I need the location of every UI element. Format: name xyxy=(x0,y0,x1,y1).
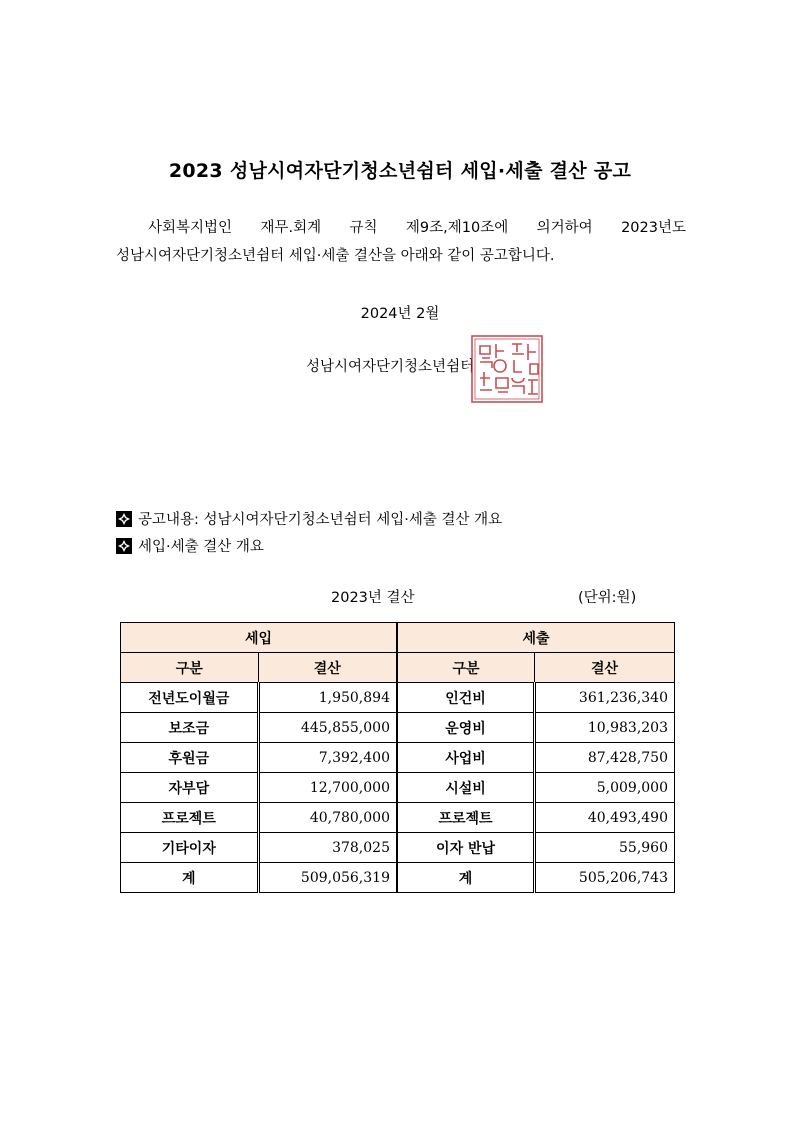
revenue-amount: 1,950,894 xyxy=(258,683,397,713)
col-header-amount: 결산 xyxy=(535,653,675,683)
expenditure-category: 운영비 xyxy=(397,713,535,743)
table-row xyxy=(121,683,675,713)
col-header-category: 구분 xyxy=(121,653,259,683)
bullet-announcement-content xyxy=(116,508,502,529)
revenue-category: 보조금 xyxy=(121,713,259,743)
table-year-label: 2023년 결산 xyxy=(331,590,415,606)
cross-bullet-icon xyxy=(116,538,132,554)
table-row xyxy=(121,773,675,803)
revenue-amount: 40,780,000 xyxy=(258,803,397,833)
revenue-amount: 12,700,000 xyxy=(258,773,397,803)
intro-paragraph-line1: 사회복지법인 재무.회계 규칙 제9조,제10조에 의거하여 2023년도 xyxy=(148,220,686,236)
revenue-total-label: 계 xyxy=(121,863,259,893)
expenditure-amount: 361,236,340 xyxy=(535,683,675,713)
expenditure-category: 프로젝트 xyxy=(397,803,535,833)
col-header-amount: 결산 xyxy=(258,653,397,683)
expenditure-amount: 5,009,000 xyxy=(535,773,675,803)
expenditure-total-label: 계 xyxy=(397,863,535,893)
revenue-amount: 7,392,400 xyxy=(258,743,397,773)
revenue-amount: 378,025 xyxy=(258,833,397,863)
expenditure-header: 세출 xyxy=(397,623,675,653)
table-row xyxy=(121,803,675,833)
organization-name: 성남시여자단기청소년쉼터 xyxy=(306,359,475,375)
table-row xyxy=(121,833,675,863)
revenue-category: 프로젝트 xyxy=(121,803,259,833)
col-header-category: 구분 xyxy=(397,653,535,683)
expenditure-total-amount: 505,206,743 xyxy=(535,863,675,893)
bullet-text: 공고내용: 성남시여자단기청소년쉼터 세입·세출 결산 개요 xyxy=(138,512,503,528)
official-seal-stamp xyxy=(470,334,544,404)
expenditure-category: 사업비 xyxy=(397,743,535,773)
revenue-category: 자부담 xyxy=(121,773,259,803)
revenue-total-amount: 509,056,319 xyxy=(258,863,397,893)
table-total-row xyxy=(121,863,675,893)
expenditure-amount: 87,428,750 xyxy=(535,743,675,773)
revenue-header: 세입 xyxy=(121,623,397,653)
expenditure-category: 시설비 xyxy=(397,773,535,803)
bullet-text: 세입·세출 결산 개요 xyxy=(138,539,264,555)
page-title: 2023 성남시여자단기청소년쉼터 세입·세출 결산 공고 xyxy=(168,160,632,182)
intro-paragraph-line2: 성남시여자단기청소년쉼터 세입·세출 결산을 아래와 같이 공고합니다. xyxy=(116,248,555,264)
table-row xyxy=(121,743,675,773)
revenue-category: 전년도이월금 xyxy=(121,683,259,713)
table-unit-label: (단위:원) xyxy=(578,590,637,606)
revenue-category: 기타이자 xyxy=(121,833,259,863)
announcement-date: 2024년 2월 xyxy=(360,306,440,322)
revenue-category: 후원금 xyxy=(121,743,259,773)
expenditure-amount: 10,983,203 xyxy=(535,713,675,743)
expenditure-category: 인건비 xyxy=(397,683,535,713)
settlement-table xyxy=(120,622,675,893)
table-row xyxy=(121,713,675,743)
cross-bullet-icon xyxy=(116,511,132,527)
bullet-overview xyxy=(116,535,264,556)
expenditure-category: 이자 반납 xyxy=(397,833,535,863)
revenue-amount: 445,855,000 xyxy=(258,713,397,743)
expenditure-amount: 40,493,490 xyxy=(535,803,675,833)
expenditure-amount: 55,960 xyxy=(535,833,675,863)
